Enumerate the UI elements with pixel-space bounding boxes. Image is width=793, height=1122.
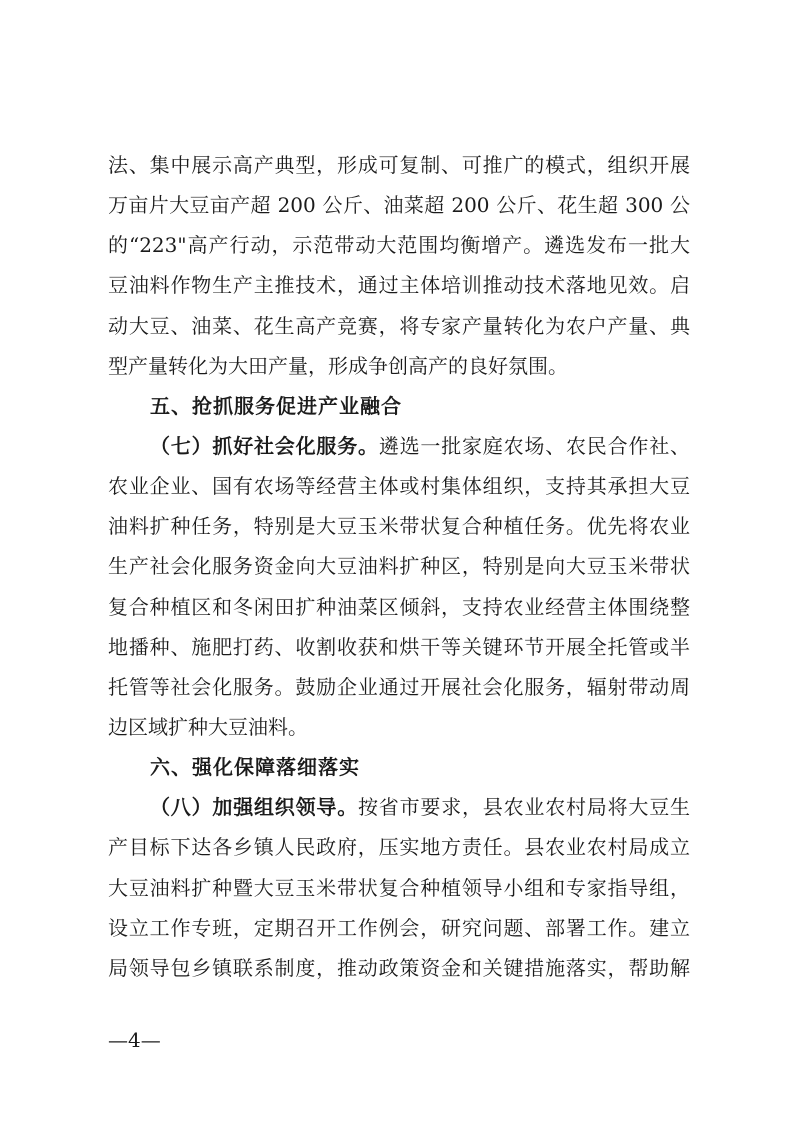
item-lead-title: （八）加强组织领导。 [150, 795, 358, 820]
text-line: 动大豆、油菜、花生高产竞赛，将专家产量转化为农户产量、典 [108, 313, 690, 338]
text-line: 产目标下达各乡镇人民政府，压实地方责任。县农业农村局成立 [108, 835, 690, 860]
document-body [108, 145, 690, 988]
text-line: 农业企业、国有农场等经营主体或村集体组织，支持其承担大豆 [108, 474, 690, 499]
text-line: 法、集中展示高产典型，形成可复制、可推广的模式，组织开展 [108, 153, 690, 177]
text-line: 托管等社会化服务。鼓励企业通过开展社会化服务，辐射带动周 [108, 674, 690, 699]
text-line: 豆油料作物生产主推技术，通过主体培训推动技术落地见效。启 [108, 273, 690, 298]
text-line: 大豆油料扩种暨大豆玉米带状复合种植领导小组和专家指导组， [108, 875, 690, 900]
section-heading: 五、抢抓服务促进产业融合 [150, 393, 402, 418]
text-line: 边区域扩种大豆油料。 [108, 714, 308, 739]
text-line: 设立工作专班，定期召开工作例会，研究问题、部署工作。建立 [108, 915, 690, 940]
text-line: 的“223"高产行动，示范带动大范围均衡增产。遴选发布一批大 [108, 233, 690, 258]
text-line: 复合种植区和冬闲田扩种油菜区倾斜，支持农业经营主体围绕整 [108, 594, 690, 619]
text-line: 生产社会化服务资金向大豆油料扩种区，特别是向大豆玉米带状 [108, 554, 690, 579]
item-lead-title: （七）抓好社会化服务。 [150, 433, 379, 458]
paragraph-first-line [108, 426, 690, 466]
section-heading: 六、强化保障落细落实 [150, 755, 360, 780]
text-line: 油料扩种任务，特别是大豆玉米带状复合种植任务。优先将农业 [108, 514, 690, 539]
text-line: 局领导包乡镇联系制度，推动政策资金和关键措施落实，帮助解 [108, 955, 690, 980]
text-line: 地播种、施肥打药、收割收获和烘干等关键环节开展全托管或半 [108, 634, 690, 659]
text-line: 万亩片大豆亩产超 200 公斤、油菜超 200 公斤、花生超 300 公 [108, 193, 690, 218]
page-number: —4— [108, 1028, 161, 1052]
paragraph-first-line [108, 787, 690, 827]
text-line: 型产量转化为大田产量，形成争创高产的良好氛围。 [108, 353, 568, 378]
text-span: 遴选一批家庭农场、农民合作社、 [378, 433, 690, 458]
text-span: 按省市要求，县农业农村局将大豆生 [358, 795, 690, 820]
